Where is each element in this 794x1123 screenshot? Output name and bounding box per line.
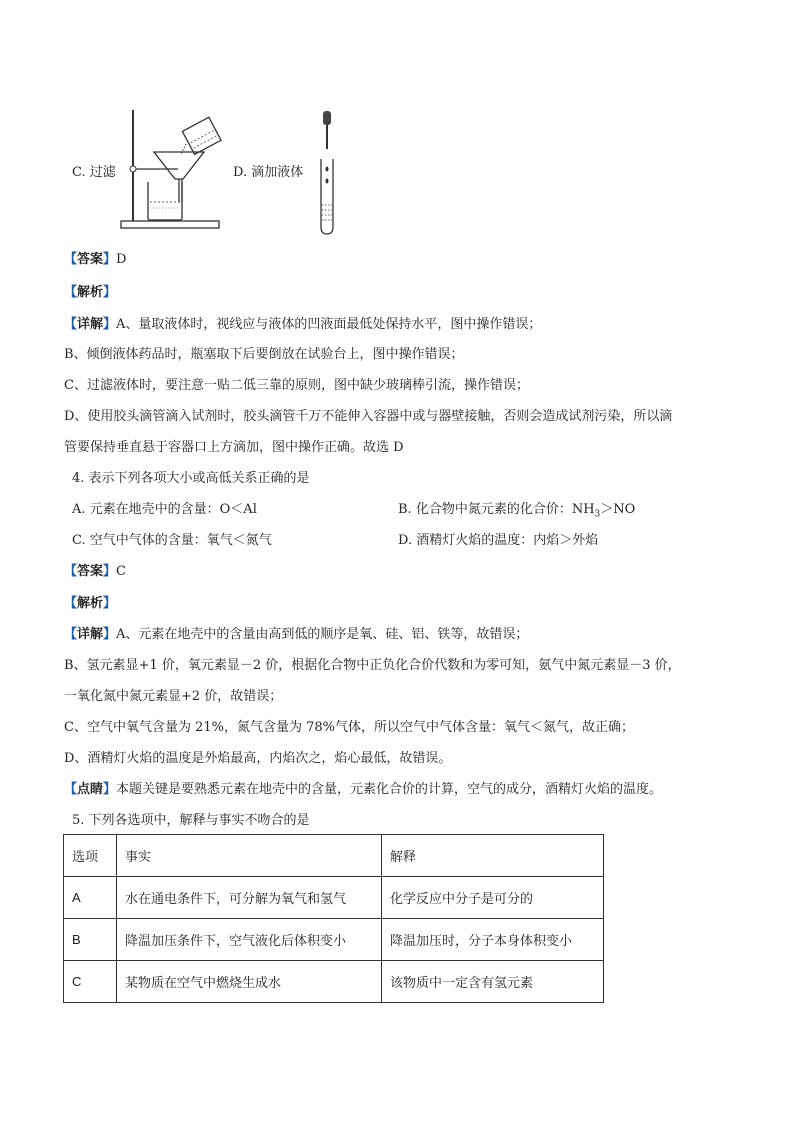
- q4-detail-line-c: C、空气中氧气含量为 21%，氮气含量为 78%气体，所以空气中气体含量：氧气＜氮气，故正确；: [64, 720, 635, 735]
- q3-detail-line-a: 【详解】A、量取液体时，视线应与液体的凹液面最低处保持水平，图中操作错误；: [64, 317, 542, 332]
- q4-point-note: 【点睛】本题关键是要熟悉元素在地壳中的含量，元素化合价的计算，空气的成分，酒精灯火焰的温度。: [64, 782, 663, 797]
- table-row: [64, 919, 604, 961]
- q3-detail-line-c: C、过滤液体时，要注意一贴二低三靠的原则，图中缺少玻璃棒引流，操作错误；: [64, 378, 529, 393]
- row-explanation: 降温加压时，分子本身体积变小: [382, 919, 604, 961]
- row-option: C: [64, 961, 117, 1003]
- q4-option-b: B. 化合物中氮元素的化合价：$NH_3>NO$: [398, 502, 636, 520]
- header-explanation: 解释: [382, 835, 604, 877]
- q4-option-c: C. 空气中气体的含量：氧气＜氮气: [72, 533, 272, 548]
- q4-option-a: A. 元素在地壳中的含量：O＜Al: [72, 502, 257, 517]
- q4-answer: 【答案】C: [64, 564, 126, 579]
- q4-detail-line-b2: 一氧化氮中氮元素显+2 价，故错误；: [64, 689, 283, 704]
- q3-detail-line-d2: 管要保持垂直悬于容器口上方滴加，图中操作正确。故选 D: [64, 440, 404, 455]
- q4-option-d: D. 酒精灯火焰的温度：内焰＞外焰: [398, 533, 599, 548]
- row-fact: 水在通电条件下，可分解为氧气和氢气: [117, 877, 382, 919]
- q4-detail-line-d: D、酒精灯火焰的温度是外焰最高，内焰次之，焰心最低，故错误。: [64, 751, 452, 766]
- row-fact: 降温加压条件下，空气液化后体积变小: [117, 919, 382, 961]
- q4-detail-line-b1: B、氢元素显+1 价，氧元素显－2 价，根据化合物中正负化合价代数和为零可知，氨气中氮元素显－3 价，: [64, 658, 681, 673]
- q5-stem: 5. 下列各选项中，解释与事实不吻合的是: [72, 813, 310, 828]
- answer-value: D: [116, 252, 127, 267]
- q3-answer: [64, 248, 126, 267]
- q4-analysis-tag: 【解析】: [64, 596, 117, 611]
- table-row: [64, 877, 604, 919]
- header-fact: 事实: [117, 835, 382, 877]
- option-c-label: C. 过滤: [72, 165, 116, 180]
- row-option: B: [64, 919, 117, 961]
- dropper-illustration: [314, 109, 340, 237]
- row-explanation: 化学反应中分子是可分的: [382, 877, 604, 919]
- q3-detail-line-d1: D、使用胶头滴管滴入试剂时，胶头滴管千万不能伸入容器中或与器壁接触，否则会造成试剂污染，所以滴: [64, 409, 673, 424]
- table-row: [64, 961, 604, 1003]
- row-fact: 某物质在空气中燃烧生成水: [117, 961, 382, 1003]
- q4-detail-line-a: 【详解】A、元素在地壳中的含量由高到低的顺序是氧、硅、铝、铁等，故错误；: [64, 627, 529, 642]
- row-option: A: [64, 877, 117, 919]
- q3-analysis-tag: 【解析】: [64, 285, 117, 300]
- table-header-row: [64, 835, 604, 877]
- q5-table: [63, 834, 604, 1003]
- answer-tag: 【答案】: [64, 252, 117, 267]
- filtration-illustration: [118, 104, 222, 234]
- header-option: 选项: [64, 835, 117, 877]
- q4-stem: 4. 表示下列各项大小或高低关系正确的是: [72, 471, 310, 486]
- row-explanation: 该物质中一定含有氢元素: [382, 961, 604, 1003]
- q3-detail-line-b: B、倾倒液体药品时，瓶塞取下后要倒放在试验台上，图中操作错误；: [64, 347, 464, 362]
- option-d-label: D. 滴加液体: [233, 165, 304, 180]
